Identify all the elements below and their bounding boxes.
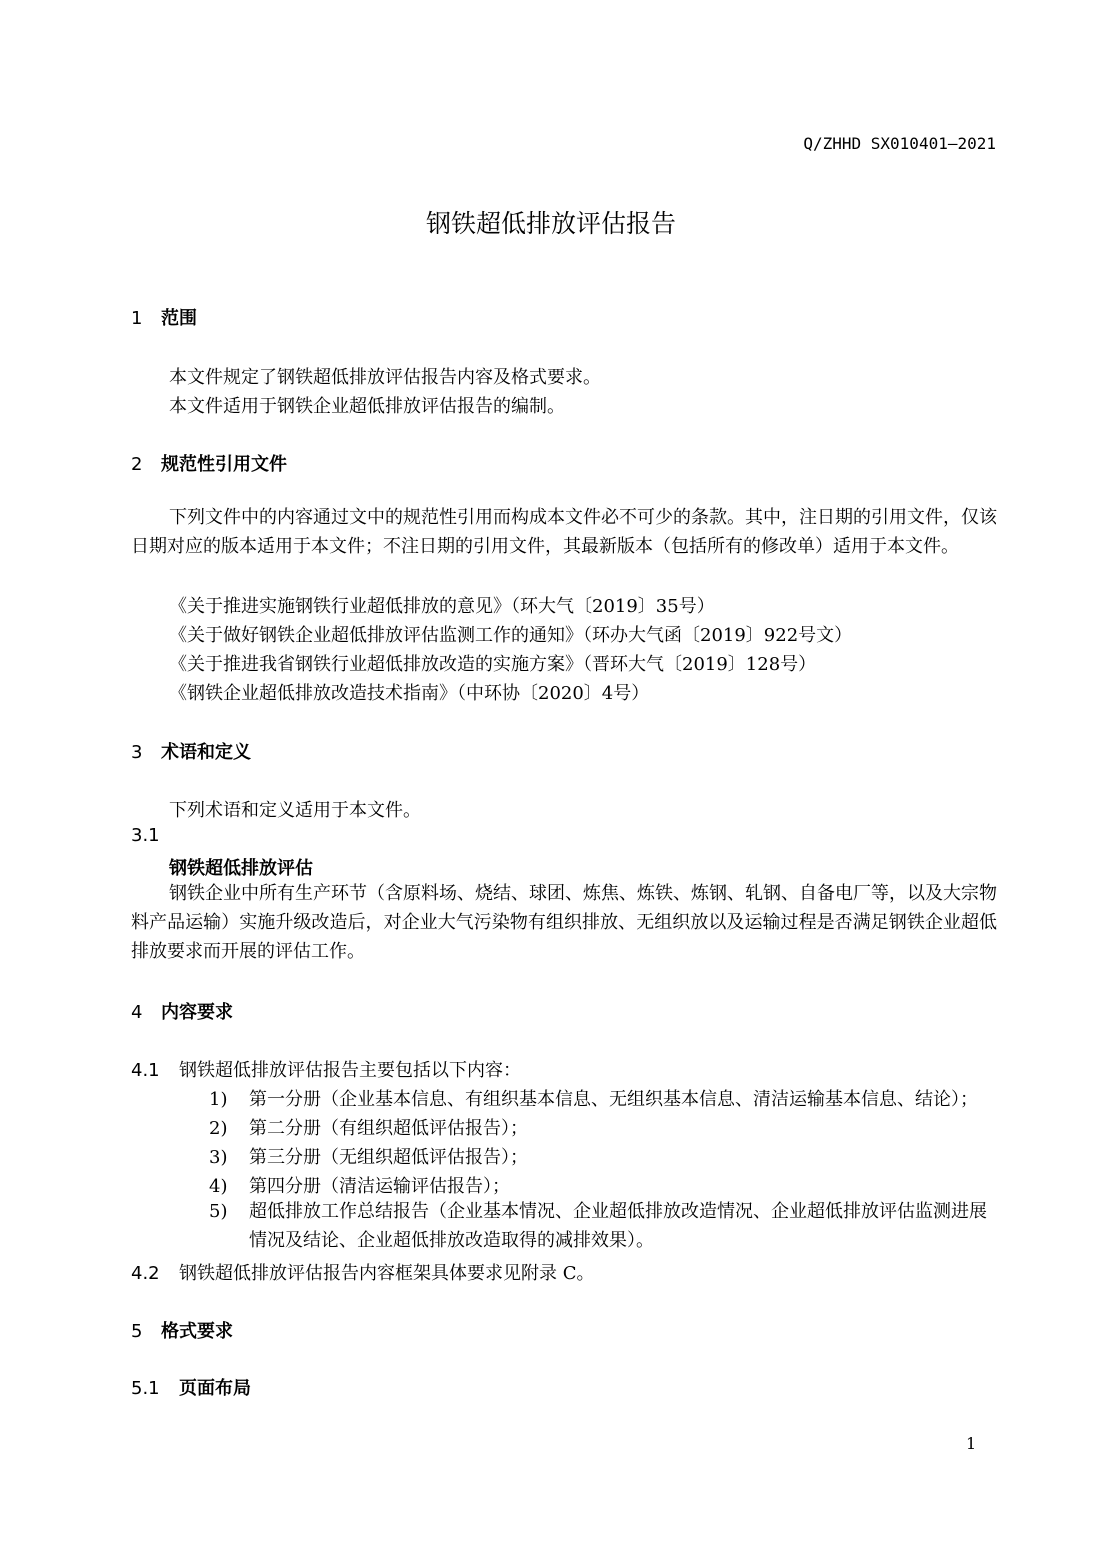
- section-4-heading: [131, 998, 233, 1024]
- list-marker: 2): [209, 1118, 228, 1139]
- section-5-heading: [131, 1317, 233, 1343]
- section-number: 4: [131, 1002, 143, 1023]
- clause-4-1: [131, 1056, 521, 1082]
- term-definition: 钢铁企业中所有生产环节（含原料场、烧结、球团、炼焦、炼铁、炼钢、轧钢、自备电厂等，以及大宗物料产品运输）实施升级改造后，对企业大气污染物有组织排放、无组织放以及运输过程是否满足钢铁企业超低排放要求而开展的评估工作。: [131, 883, 997, 962]
- list-item: [209, 1114, 528, 1140]
- section-2-heading: [131, 450, 287, 476]
- clause-number: 5.1: [131, 1378, 160, 1399]
- section-title: 内容要求: [161, 1002, 233, 1023]
- section-number: 3: [131, 742, 143, 763]
- section-title: 规范性引用文件: [161, 454, 287, 475]
- reference-item: 《关于推进实施钢铁行业超低排放的意见》（环大气〔2019〕35号）: [169, 596, 715, 617]
- list-text: 第二分册（有组织超低评估报告）；: [249, 1118, 528, 1139]
- list-marker: 3): [209, 1147, 228, 1168]
- list-text: 超低排放工作总结报告（企业基本情况、企业超低排放改造情况、企业超低排放评估监测进展情况及结论、企业超低排放改造取得的减排效果）。: [249, 1201, 987, 1251]
- document-title: 钢铁超低排放评估报告: [425, 209, 676, 238]
- paragraph: 下列文件中的内容通过文中的规范性引用而构成本文件必不可少的条款。其中，注日期的引用文件，仅该日期对应的版本适用于本文件；不注日期的引用文件，其最新版本（包括所有的修改单）适用于本文件。: [131, 507, 997, 557]
- list-marker: 4): [209, 1176, 228, 1197]
- clause-5-1: [131, 1374, 251, 1400]
- section-title: 术语和定义: [161, 742, 251, 763]
- list-text: 第一分册（企业基本信息、有组织基本信息、无组织基本信息、清洁运输基本信息、结论）；: [249, 1089, 978, 1110]
- section-number: 2: [131, 454, 143, 475]
- paragraph: 本文件规定了钢铁超低排放评估报告内容及格式要求。: [169, 367, 601, 388]
- clause-title: 页面布局: [179, 1378, 251, 1399]
- section-1-heading: [131, 304, 197, 330]
- document-number: Q/ZHHD SX010401—2021: [803, 134, 996, 153]
- paragraph: 本文件适用于钢铁企业超低排放评估报告的编制。: [169, 396, 565, 417]
- reference-item: 《钢铁企业超低排放改造技术指南》（中环协〔2020〕4号）: [169, 683, 650, 704]
- section-title: 范围: [161, 308, 197, 329]
- term-number: 3.1: [131, 825, 160, 846]
- section-number: 1: [131, 308, 143, 329]
- list-text: 第四分册（清洁运输评估报告）；: [249, 1176, 510, 1197]
- list-item: [209, 1085, 978, 1111]
- reference-item: 《关于做好钢铁企业超低排放评估监测工作的通知》（环办大气函〔2019〕922号文）: [169, 625, 853, 646]
- list-marker: 5): [209, 1201, 228, 1222]
- term-name: 钢铁超低排放评估: [169, 858, 313, 879]
- list-item: [209, 1172, 510, 1198]
- section-number: 5: [131, 1321, 143, 1342]
- clause-number: 4.2: [131, 1263, 160, 1284]
- section-3-heading: [131, 738, 251, 764]
- list-text: 第三分册（无组织超低评估报告）；: [249, 1147, 528, 1168]
- list-item: [209, 1197, 999, 1255]
- page-number: 1: [966, 1434, 977, 1453]
- reference-item: 《关于推进我省钢铁行业超低排放改造的实施方案》（晋环大气〔2019〕128号）: [169, 654, 817, 675]
- list-item: [209, 1143, 528, 1169]
- clause-4-2: [131, 1259, 595, 1285]
- clause-text: 钢铁超低排放评估报告内容框架具体要求见附录 C。: [179, 1263, 595, 1284]
- paragraph: 下列术语和定义适用于本文件。: [169, 800, 421, 821]
- list-marker: 1): [209, 1089, 228, 1110]
- clause-number: 4.1: [131, 1060, 160, 1081]
- clause-text: 钢铁超低排放评估报告主要包括以下内容：: [179, 1060, 521, 1081]
- section-title: 格式要求: [161, 1321, 233, 1342]
